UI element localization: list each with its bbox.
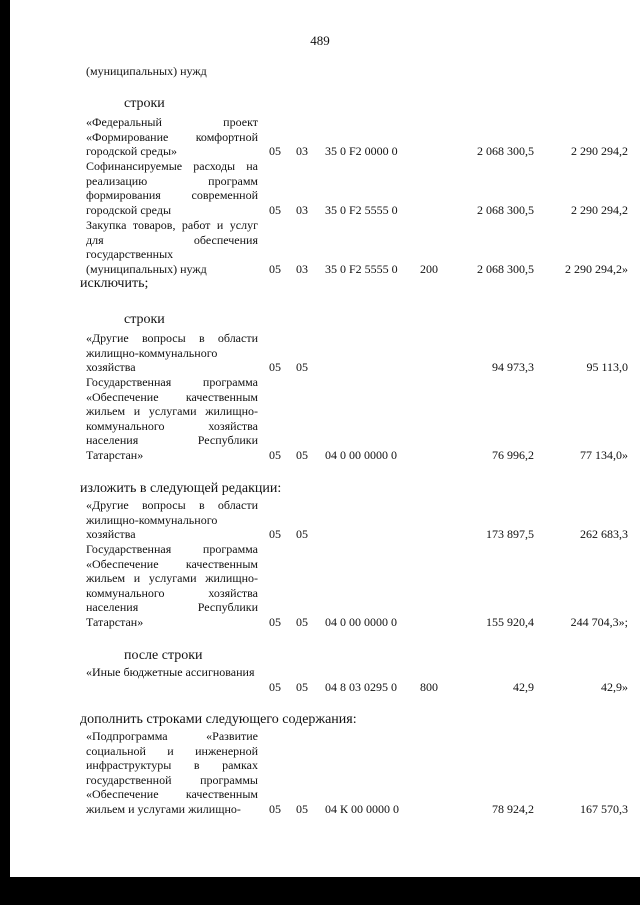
b1-row2-v2: 2 290 294,2 xyxy=(571,203,628,217)
scan-edge-bottom xyxy=(0,877,640,905)
b5-row1-v2: 167 570,3 xyxy=(580,802,628,816)
b1-row3-v2: 2 290 294,2» xyxy=(565,262,628,276)
b5-row1-v1: 78 924,2 xyxy=(492,802,534,816)
b3-heading: изложить в следующей редакции: xyxy=(80,481,282,496)
carry-over-line: (муниципальных) нужд xyxy=(86,64,207,78)
b1-row3-csr: 35 0 F2 5555 0 xyxy=(325,262,398,276)
b4-row1-csr: 04 8 03 0295 0 xyxy=(325,680,397,694)
b5-heading: дополнить строками следующего содержания: xyxy=(80,712,357,727)
b4-row1-v2: 42,9» xyxy=(601,680,628,694)
b2-row2-v2: 77 134,0» xyxy=(580,448,628,462)
b2-row2-v1: 76 996,2 xyxy=(492,448,534,462)
b1-row1-v1: 2 068 300,5 xyxy=(477,144,534,158)
b3-row1-v1: 173 897,5 xyxy=(486,527,534,541)
b1-row2-v1: 2 068 300,5 xyxy=(477,203,534,217)
b1-row3-vr: 200 xyxy=(420,262,438,276)
b1-action: исключить; xyxy=(80,276,149,291)
b1-row3-pr: 03 xyxy=(296,262,308,276)
b3-row1-v2: 262 683,3 xyxy=(580,527,628,541)
b3-row2-pr: 05 xyxy=(296,615,308,629)
b1-row3-desc: Закупка товаров, работ и услуг для обеспечения государственных (муниципальных) нужд xyxy=(86,218,258,276)
b5-row1-csr: 04 К 00 0000 0 xyxy=(325,802,400,816)
b1-row2-desc: Софинансируемые расходы на реализацию программ формирования современной городской среды xyxy=(86,159,258,217)
b4-row1-vr: 800 xyxy=(420,680,438,694)
b2-row2-desc: Государственная программа «Обеспечение качественным жильем и услугами жилищно-коммунального хозяйства населения Республики Татарстан» xyxy=(86,375,258,462)
b3-row2-v1: 155 920,4 xyxy=(486,615,534,629)
b1-row1-v2: 2 290 294,2 xyxy=(571,144,628,158)
b4-row1-rz: 05 xyxy=(269,680,281,694)
b1-row1-pr: 03 xyxy=(296,144,308,158)
page-number: 489 xyxy=(310,33,330,48)
b5-row1-rz: 05 xyxy=(269,802,281,816)
b1-row3-v1: 2 068 300,5 xyxy=(477,262,534,276)
b4-heading: после строки xyxy=(124,648,203,663)
b2-heading: строки xyxy=(124,312,165,327)
b3-row1-rz: 05 xyxy=(269,527,281,541)
b5-row1-pr: 05 xyxy=(296,802,308,816)
b1-row1-csr: 35 0 F2 0000 0 xyxy=(325,144,398,158)
b1-row3-rz: 05 xyxy=(269,262,281,276)
b2-row2-csr: 04 0 00 0000 0 xyxy=(325,448,397,462)
b1-row2-rz: 05 xyxy=(269,203,281,217)
b2-row1-v2: 95 113,0 xyxy=(586,360,628,374)
b2-row1-rz: 05 xyxy=(269,360,281,374)
b3-row1-pr: 05 xyxy=(296,527,308,541)
b4-row1-pr: 05 xyxy=(296,680,308,694)
b3-row2-csr: 04 0 00 0000 0 xyxy=(325,615,397,629)
b1-row2-pr: 03 xyxy=(296,203,308,217)
b1-row1-desc: «Федеральный проект «Формирование комфортной городской среды» xyxy=(86,115,258,158)
b5-row1-desc: «Подпрограмма «Развитие социальной и инженерной инфраструктуры в рамках государственной программы «Обеспечение качественным жильем и услугами жилищно- xyxy=(86,729,258,816)
b3-row2-v2: 244 704,3»; xyxy=(570,615,628,629)
b1-row1-rz: 05 xyxy=(269,144,281,158)
b2-row1-desc: «Другие вопросы в области жилищно-коммунального хозяйства xyxy=(86,331,258,374)
b4-row1-v1: 42,9 xyxy=(513,680,534,694)
b4-row1-desc: «Иные бюджетные ассигнования xyxy=(86,665,255,679)
scan-edge-left xyxy=(0,0,10,905)
b3-row1-desc: «Другие вопросы в области жилищно-коммунального хозяйства xyxy=(86,498,258,541)
b3-row2-desc: Государственная программа «Обеспечение качественным жильем и услугами жилищно-коммунального хозяйства населения Республики Татарстан» xyxy=(86,542,258,629)
b2-row2-pr: 05 xyxy=(296,448,308,462)
b3-row2-rz: 05 xyxy=(269,615,281,629)
b1-row2-csr: 35 0 F2 5555 0 xyxy=(325,203,398,217)
b2-row1-v1: 94 973,3 xyxy=(492,360,534,374)
b2-row1-pr: 05 xyxy=(296,360,308,374)
b2-row2-rz: 05 xyxy=(269,448,281,462)
b1-heading: строки xyxy=(124,96,165,111)
